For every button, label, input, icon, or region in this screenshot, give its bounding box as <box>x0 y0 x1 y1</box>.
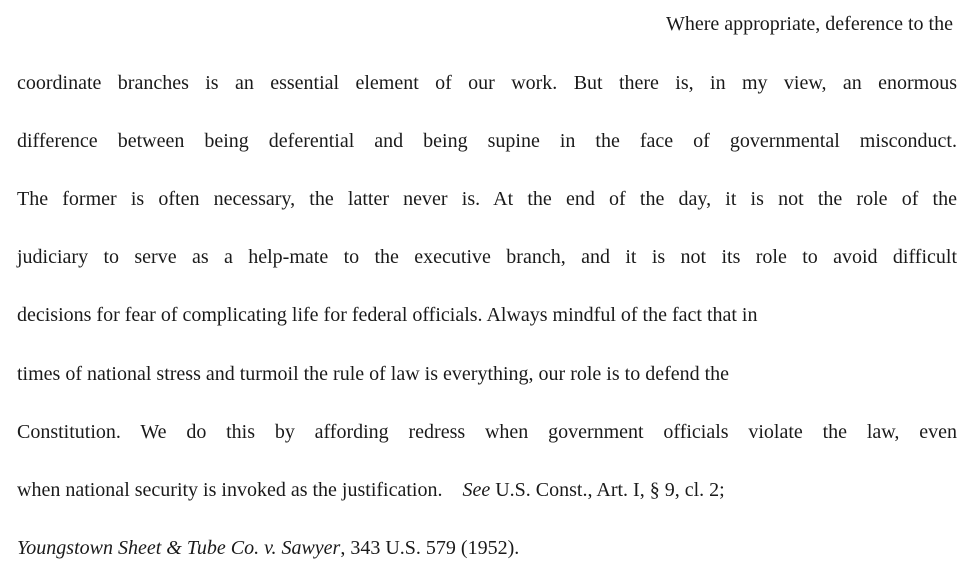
paragraph-line-3: difference between being deferential and being supine in the face of governmental misconduct. <box>17 130 957 152</box>
paragraph-line-9 <box>17 478 957 502</box>
paragraph-line-7: times of national stress and turmoil the rule of law is everything, our role is to defend the <box>17 363 730 385</box>
paragraph-line-8: Constitution. We do this by affording redress when government officials violate the law, even <box>17 421 957 443</box>
paragraph-line-2: coordinate branches is an essential element of our work. But there is, in my view, an enormous <box>17 72 957 94</box>
line-9-text: when national security is invoked as the justification. <box>17 479 443 501</box>
paragraph-line-10 <box>17 536 957 560</box>
paragraph-line-6: decisions for fear of complicating life for federal officials. Always mindful of the fact that in <box>17 304 758 326</box>
citation-signal: See <box>462 479 491 501</box>
case-citation: , 343 U.S. 579 (1952). <box>340 537 520 559</box>
paragraph-line-1: Where appropriate, deference to the <box>665 13 953 35</box>
paragraph-line-4: The former is often necessary, the latter never is. At the end of the day, it is not the role of the <box>17 188 957 210</box>
case-name: Youngstown Sheet & Tube Co. v. Sawyer <box>17 537 341 559</box>
constitution-citation: U.S. Const., Art. I, § 9, cl. 2; <box>495 479 725 501</box>
paragraph-line-5: judiciary to serve as a help-mate to the executive branch, and it is not its role to avoid difficult <box>17 246 957 268</box>
